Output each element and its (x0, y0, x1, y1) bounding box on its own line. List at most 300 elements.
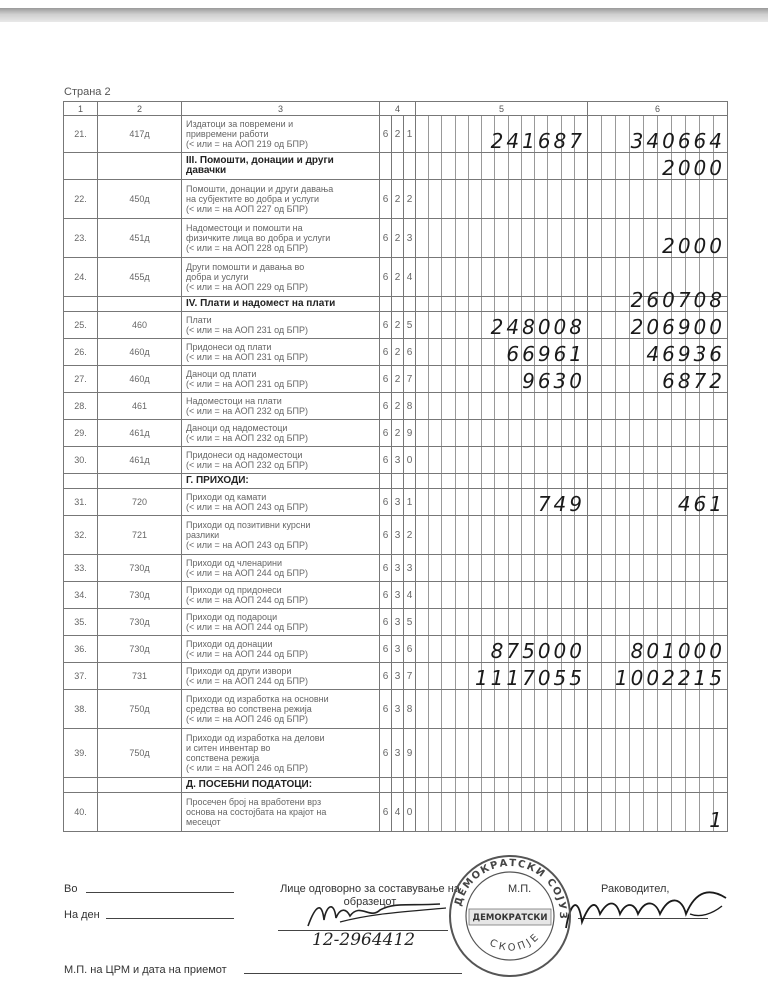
value-cell-wrap (416, 636, 587, 662)
value-cell-wrap (416, 339, 587, 365)
aop-digit: 1 (404, 116, 416, 153)
digit-cell (575, 778, 587, 792)
value-column-6[interactable] (588, 219, 728, 258)
aop-digit: 4 (404, 258, 416, 297)
digit-cell (416, 690, 429, 728)
row-description (182, 447, 380, 474)
digit-cell (630, 609, 644, 635)
value-cell-wrap (588, 729, 727, 777)
digit-cell (535, 447, 548, 473)
digit-cell (442, 690, 455, 728)
value-column-6[interactable] (588, 153, 728, 180)
digit-cell (416, 729, 429, 777)
aop-digit (404, 778, 416, 793)
value-column-5[interactable] (416, 219, 588, 258)
digit-cell (686, 729, 700, 777)
value-column-6[interactable] (588, 582, 728, 609)
description-line: Г. ПРИХОДИ: (186, 475, 249, 486)
aop-digit: 6 (404, 636, 416, 663)
aop-digit: 3 (392, 516, 404, 555)
section-row (64, 778, 728, 793)
value-column-5[interactable] (416, 793, 588, 832)
digit-cell (535, 778, 548, 792)
row-number: 30. (64, 447, 98, 474)
digit-cell (630, 474, 644, 488)
digit-cell (522, 729, 535, 777)
value-column-5[interactable] (416, 297, 588, 312)
digit-cell (469, 339, 482, 365)
digit-cell (700, 582, 714, 608)
value-column-5[interactable] (416, 393, 588, 420)
digit-cell (456, 258, 469, 296)
digit-cell (456, 663, 469, 689)
value-column-6[interactable] (588, 636, 728, 663)
account-code (98, 474, 182, 489)
value-cell-wrap (588, 153, 727, 179)
svg-text:ДЕМОКРАТСКИ: ДЕМОКРАТСКИ (472, 913, 548, 923)
digit-cell (522, 180, 535, 218)
digit-cell (535, 516, 548, 554)
digit-grid (588, 447, 727, 473)
digit-cell (416, 474, 429, 488)
director-signature (560, 884, 730, 934)
digit-cell (442, 180, 455, 218)
digit-cell (442, 555, 455, 581)
digit-cell (456, 297, 469, 311)
value-column-6[interactable] (588, 663, 728, 690)
digit-grid (588, 690, 727, 728)
aop-digit: 2 (392, 180, 404, 219)
digit-cell (548, 297, 561, 311)
account-code: 460д (98, 339, 182, 366)
digit-grid (416, 778, 587, 792)
handwritten-value: 1117055 (474, 666, 586, 690)
handwritten-value: 248008 (490, 315, 586, 339)
aop-digit (380, 474, 392, 489)
aop-digit: 4 (404, 582, 416, 609)
value-column-5[interactable] (416, 636, 588, 663)
value-column-6[interactable] (588, 312, 728, 339)
digit-cell (644, 447, 658, 473)
description-line: Надоместоци на плати (186, 396, 282, 406)
value-column-5[interactable] (416, 555, 588, 582)
digit-cell (429, 663, 442, 689)
account-code: 750д (98, 729, 182, 778)
digit-cell (482, 474, 495, 488)
value-column-6[interactable] (588, 793, 728, 832)
description-line: Плати (186, 315, 212, 325)
digit-cell (482, 420, 495, 446)
digit-cell (630, 793, 644, 831)
value-cell-wrap (588, 447, 727, 473)
value-column-6[interactable] (588, 778, 728, 793)
description-line: (< или = на АОП 244 од БПР) (186, 622, 309, 632)
digit-cell (630, 420, 644, 446)
digit-cell (416, 312, 429, 338)
description-line: (< или = на АОП 243 од БПР) (186, 502, 309, 512)
value-cell-wrap (588, 288, 727, 312)
handwritten-value: 241687 (490, 129, 586, 153)
value-column-6[interactable] (588, 180, 728, 219)
digit-cell (588, 297, 602, 311)
value-cell-wrap (416, 258, 587, 296)
description-line: (< или = на АОП 246 од БПР) (186, 714, 309, 724)
table-row (64, 489, 728, 516)
value-cell-wrap (588, 474, 727, 488)
digit-cell (482, 793, 495, 831)
digit-cell (429, 297, 442, 311)
digit-grid (588, 582, 727, 608)
value-cell-wrap (416, 297, 587, 311)
digit-cell (630, 555, 644, 581)
description-line: добра и услуги (186, 272, 249, 282)
digit-cell (644, 555, 658, 581)
value-column-6[interactable] (588, 516, 728, 555)
digit-cell (686, 609, 700, 635)
digit-cell (469, 516, 482, 554)
digit-cell (535, 609, 548, 635)
row-number: 38. (64, 690, 98, 729)
digit-grid (588, 393, 727, 419)
digit-cell (644, 690, 658, 728)
table-row (64, 555, 728, 582)
value-column-6[interactable] (588, 474, 728, 489)
aop-digit (392, 778, 404, 793)
digit-cell (522, 489, 535, 515)
digit-grid (416, 474, 587, 488)
digit-cell (686, 393, 700, 419)
value-column-6[interactable] (588, 690, 728, 729)
value-column-6[interactable] (588, 447, 728, 474)
digit-cell (495, 447, 508, 473)
digit-cell (575, 555, 587, 581)
digit-cell (602, 447, 616, 473)
row-number: 28. (64, 393, 98, 420)
aop-digit: 6 (380, 116, 392, 153)
digit-cell (429, 153, 442, 179)
description-line: Приходи од позитивни курсни (186, 520, 311, 530)
digit-cell (616, 609, 630, 635)
digit-cell (588, 582, 602, 608)
digit-cell (630, 778, 644, 792)
digit-cell (548, 219, 561, 257)
digit-cell (562, 778, 575, 792)
description-line: Просечен број на вработени врз (186, 797, 322, 807)
digit-cell (686, 516, 700, 554)
value-cell-wrap (588, 116, 727, 152)
aop-digit: 6 (380, 393, 392, 420)
description-line: Приходи од членарини (186, 558, 282, 568)
digit-cell (630, 447, 644, 473)
value-column-5[interactable] (416, 609, 588, 636)
value-column-5[interactable] (416, 312, 588, 339)
digit-cell (562, 297, 575, 311)
aop-digit (380, 297, 392, 312)
digit-cell (714, 729, 727, 777)
digit-cell (535, 793, 548, 831)
digit-cell (442, 153, 455, 179)
aop-digit: 6 (380, 447, 392, 474)
description-line: (< или = на АОП 246 од БПР) (186, 763, 309, 773)
value-column-5[interactable] (416, 474, 588, 489)
aop-digit: 2 (392, 366, 404, 393)
account-code: 730д (98, 582, 182, 609)
value-column-5[interactable] (416, 420, 588, 447)
aop-digit: 4 (392, 793, 404, 832)
digit-cell (644, 609, 658, 635)
row-number: 24. (64, 258, 98, 297)
digit-cell (495, 180, 508, 218)
digit-cell (456, 729, 469, 777)
digit-cell (714, 420, 727, 446)
description-line: привремени работи (186, 129, 269, 139)
value-cell-wrap (416, 516, 587, 554)
section-title (182, 474, 380, 489)
aop-digit: 6 (380, 555, 392, 582)
digit-cell (575, 582, 587, 608)
digit-cell (442, 516, 455, 554)
value-column-6[interactable] (588, 729, 728, 778)
value-column-5[interactable] (416, 180, 588, 219)
digit-cell (482, 393, 495, 419)
aop-digit: 6 (380, 420, 392, 447)
value-cell-wrap (416, 420, 587, 446)
digit-cell (522, 258, 535, 296)
value-column-6[interactable] (588, 420, 728, 447)
aop-digit: 9 (404, 420, 416, 447)
digit-cell (429, 312, 442, 338)
digit-cell (700, 778, 714, 792)
digit-cell (509, 153, 522, 179)
digit-cell (456, 366, 469, 392)
digit-cell (456, 180, 469, 218)
digit-cell (469, 609, 482, 635)
digit-cell (700, 555, 714, 581)
handwritten-value: 260708 (630, 288, 726, 312)
digit-cell (535, 297, 548, 311)
value-column-5[interactable] (416, 366, 588, 393)
row-number: 32. (64, 516, 98, 555)
header-cell-4: 4 (380, 102, 416, 116)
aop-digit: 3 (392, 582, 404, 609)
digit-cell (588, 116, 602, 152)
digit-grid (588, 420, 727, 446)
digit-cell (575, 609, 587, 635)
value-column-6[interactable] (588, 489, 728, 516)
aop-digit: 2 (392, 258, 404, 297)
digit-cell (495, 420, 508, 446)
digit-grid (416, 609, 587, 635)
account-code (98, 153, 182, 180)
digit-cell (562, 180, 575, 218)
header-cell-3: 3 (182, 102, 380, 116)
value-column-6[interactable] (588, 609, 728, 636)
value-cell-wrap (416, 489, 587, 515)
aop-digit: 6 (404, 339, 416, 366)
digit-cell (602, 489, 616, 515)
value-column-6[interactable] (588, 288, 728, 312)
digit-cell (588, 393, 602, 419)
digit-cell (658, 793, 672, 831)
digit-cell (456, 312, 469, 338)
digit-cell (535, 555, 548, 581)
description-line: Приходи од донации (186, 639, 273, 649)
value-column-6[interactable] (588, 366, 728, 393)
value-column-6[interactable] (588, 339, 728, 366)
section-title (182, 297, 380, 312)
description-line: Придонеси од надоместоци (186, 450, 303, 460)
description-line: (< или = на АОП 219 од БПР) (186, 139, 309, 149)
digit-cell (429, 582, 442, 608)
digit-cell (575, 153, 587, 179)
digit-cell (495, 729, 508, 777)
table-row (64, 447, 728, 474)
digit-cell (700, 474, 714, 488)
digit-cell (686, 420, 700, 446)
digit-cell (429, 420, 442, 446)
digit-cell (602, 366, 616, 392)
digit-grid (588, 729, 727, 777)
digit-cell (644, 474, 658, 488)
table-row (64, 516, 728, 555)
section-title (182, 153, 380, 180)
digit-cell (416, 258, 429, 296)
digit-cell (588, 690, 602, 728)
value-column-5[interactable] (416, 663, 588, 690)
account-code: 460д (98, 366, 182, 393)
footer-crm-line (244, 973, 462, 974)
digit-cell (548, 420, 561, 446)
value-column-6[interactable] (588, 393, 728, 420)
digit-cell (548, 729, 561, 777)
digit-grid (416, 180, 587, 218)
aop-digit: 5 (404, 609, 416, 636)
value-column-5[interactable] (416, 153, 588, 180)
digit-cell (700, 180, 714, 218)
value-cell-wrap (588, 489, 727, 515)
value-column-5[interactable] (416, 516, 588, 555)
value-cell-wrap (416, 312, 587, 338)
digit-cell (548, 180, 561, 218)
row-description (182, 555, 380, 582)
value-column-5[interactable] (416, 447, 588, 474)
digit-cell (602, 778, 616, 792)
value-column-5[interactable] (416, 339, 588, 366)
digit-cell (416, 609, 429, 635)
form-table (63, 101, 728, 832)
description-line: (< или = на АОП 232 од БПР) (186, 433, 309, 443)
digit-cell (416, 297, 429, 311)
digit-cell (616, 447, 630, 473)
digit-cell (602, 153, 616, 179)
value-column-5[interactable] (416, 489, 588, 516)
value-cell-wrap (588, 516, 727, 554)
footer-responsible-label: Лице одговорно за составување на образецот (280, 883, 460, 908)
value-column-5[interactable] (416, 116, 588, 153)
row-description (182, 609, 380, 636)
aop-digit (380, 778, 392, 793)
digit-cell (456, 339, 469, 365)
digit-cell (575, 447, 587, 473)
table-row (64, 258, 728, 297)
row-description (182, 582, 380, 609)
value-column-5[interactable] (416, 258, 588, 297)
digit-cell (672, 180, 686, 218)
digit-cell (469, 690, 482, 728)
value-cell-wrap (416, 366, 587, 392)
value-column-5[interactable] (416, 582, 588, 609)
digit-cell (509, 474, 522, 488)
digit-cell (548, 474, 561, 488)
row-number: 35. (64, 609, 98, 636)
table-row (64, 793, 728, 832)
value-column-6[interactable] (588, 555, 728, 582)
digit-cell (456, 420, 469, 446)
table-row (64, 663, 728, 690)
description-line: сопствена режија (186, 753, 260, 763)
digit-cell (469, 420, 482, 446)
digit-cell (482, 153, 495, 179)
value-column-5[interactable] (416, 778, 588, 793)
digit-cell (562, 729, 575, 777)
row-number: 21. (64, 116, 98, 153)
digit-cell (616, 312, 630, 338)
digit-cell (495, 582, 508, 608)
value-cell-wrap (416, 180, 587, 218)
aop-digit: 6 (380, 258, 392, 297)
value-cell-wrap (588, 312, 727, 338)
digit-cell (714, 609, 727, 635)
digit-cell (686, 474, 700, 488)
digit-cell (672, 793, 686, 831)
digit-cell (686, 447, 700, 473)
row-number (64, 474, 98, 489)
digit-cell (588, 258, 602, 296)
digit-cell (700, 690, 714, 728)
digit-cell (416, 582, 429, 608)
account-code: 721 (98, 516, 182, 555)
digit-cell (616, 116, 630, 152)
digit-cell (588, 339, 602, 365)
digit-cell (416, 447, 429, 473)
row-description (182, 393, 380, 420)
value-column-6[interactable] (588, 116, 728, 153)
digit-cell (482, 690, 495, 728)
handwritten-value: 801000 (630, 639, 726, 663)
footer-director-label: Раководител, (601, 883, 670, 895)
aop-digit (404, 297, 416, 312)
description-line: месецот (186, 817, 221, 827)
value-column-5[interactable] (416, 690, 588, 729)
value-cell-wrap (588, 778, 727, 792)
account-code: 731 (98, 663, 182, 690)
digit-cell (588, 366, 602, 392)
handwritten-value: 461 (677, 492, 726, 516)
value-column-5[interactable] (416, 729, 588, 778)
digit-cell (522, 420, 535, 446)
digit-cell (616, 180, 630, 218)
digit-cell (442, 447, 455, 473)
digit-cell (630, 153, 644, 179)
digit-cell (509, 609, 522, 635)
digit-cell (442, 297, 455, 311)
digit-cell (495, 778, 508, 792)
digit-cell (429, 474, 442, 488)
digit-cell (588, 312, 602, 338)
aop-digit: 3 (392, 636, 404, 663)
account-code: 730д (98, 636, 182, 663)
account-code (98, 793, 182, 832)
